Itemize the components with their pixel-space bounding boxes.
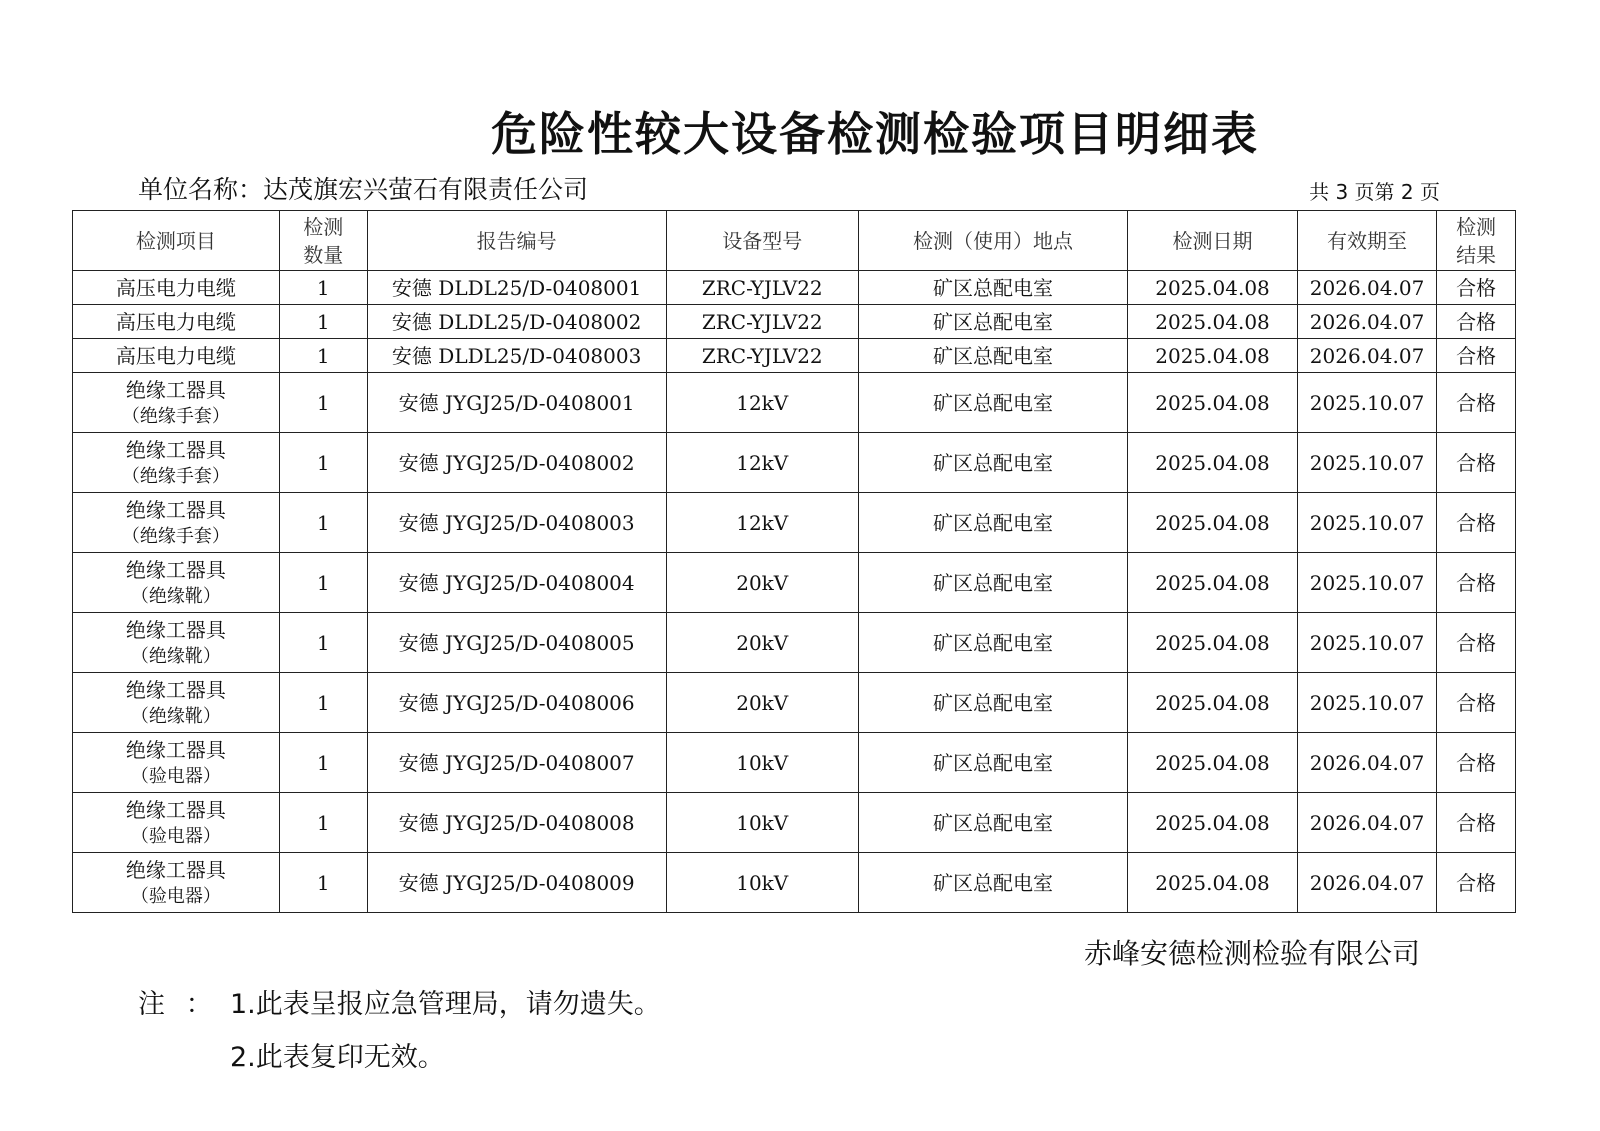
cell-date: 2025.04.08 bbox=[1128, 613, 1298, 673]
table-row bbox=[73, 613, 1516, 673]
cell-result: 合格 bbox=[1437, 493, 1516, 553]
cell-result: 合格 bbox=[1437, 793, 1516, 853]
cell-model: ZRC-YJLV22 bbox=[666, 305, 858, 339]
table-row bbox=[73, 673, 1516, 733]
cell-item bbox=[73, 853, 280, 913]
item-subtype: （验电器） bbox=[130, 885, 221, 907]
item-name: 绝缘工器具 bbox=[125, 437, 226, 462]
cell-item bbox=[73, 553, 280, 613]
cell-valid: 2025.10.07 bbox=[1297, 553, 1436, 613]
cell-item bbox=[73, 373, 280, 433]
cell-location: 矿区总配电室 bbox=[858, 733, 1127, 793]
cell-item bbox=[73, 339, 280, 373]
cell-report: 安德 JYGJ25/D-0408004 bbox=[367, 553, 666, 613]
cell-result: 合格 bbox=[1437, 339, 1516, 373]
cell-qty: 1 bbox=[279, 493, 367, 553]
cell-report: 安德 JYGJ25/D-0408002 bbox=[367, 433, 666, 493]
table-row bbox=[73, 793, 1516, 853]
header-model: 设备型号 bbox=[666, 211, 858, 271]
cell-model: 10kV bbox=[666, 733, 858, 793]
header-date: 检测日期 bbox=[1128, 211, 1298, 271]
cell-qty: 1 bbox=[279, 853, 367, 913]
cell-location: 矿区总配电室 bbox=[858, 433, 1127, 493]
cell-result: 合格 bbox=[1437, 733, 1516, 793]
cell-item bbox=[73, 271, 280, 305]
cell-result: 合格 bbox=[1437, 433, 1516, 493]
cell-qty: 1 bbox=[279, 373, 367, 433]
table-row bbox=[73, 271, 1516, 305]
cell-date: 2025.04.08 bbox=[1128, 271, 1298, 305]
item-subtype: （绝缘手套） bbox=[121, 405, 230, 427]
cell-date: 2025.04.08 bbox=[1128, 793, 1298, 853]
header-result: 检测 结果 bbox=[1437, 211, 1516, 271]
page-title: 危险性较大设备检测检验项目明细表 bbox=[491, 107, 1259, 161]
cell-qty: 1 bbox=[279, 673, 367, 733]
item-subtype: （绝缘靴） bbox=[130, 645, 221, 667]
cell-model: 10kV bbox=[666, 793, 858, 853]
cell-report: 安德 JYGJ25/D-0408005 bbox=[367, 613, 666, 673]
page-count: 共 3 页第 2 页 bbox=[1309, 180, 1440, 204]
cell-location: 矿区总配电室 bbox=[858, 793, 1127, 853]
cell-qty: 1 bbox=[279, 553, 367, 613]
cell-date: 2025.04.08 bbox=[1128, 853, 1298, 913]
cell-valid: 2026.04.07 bbox=[1297, 733, 1436, 793]
item-subtype: （绝缘靴） bbox=[130, 585, 221, 607]
inspection-table bbox=[72, 210, 1516, 913]
cell-location: 矿区总配电室 bbox=[858, 673, 1127, 733]
note-item: 2.此表复印无效。 bbox=[230, 1042, 445, 1073]
table-row bbox=[73, 433, 1516, 493]
cell-result: 合格 bbox=[1437, 553, 1516, 613]
cell-model: ZRC-YJLV22 bbox=[666, 271, 858, 305]
cell-date: 2025.04.08 bbox=[1128, 733, 1298, 793]
header-item: 检测项目 bbox=[73, 211, 280, 271]
cell-result: 合格 bbox=[1437, 305, 1516, 339]
table-row bbox=[73, 553, 1516, 613]
cell-report: 安德 DLDL25/D-0408001 bbox=[367, 271, 666, 305]
item-subtype: （绝缘手套） bbox=[121, 525, 230, 547]
table-row bbox=[73, 853, 1516, 913]
cell-date: 2025.04.08 bbox=[1128, 339, 1298, 373]
item-name: 高压电力电缆 bbox=[115, 275, 236, 300]
cell-valid: 2026.04.07 bbox=[1297, 853, 1436, 913]
cell-qty: 1 bbox=[279, 271, 367, 305]
cell-report: 安德 JYGJ25/D-0408007 bbox=[367, 733, 666, 793]
cell-valid: 2025.10.07 bbox=[1297, 433, 1436, 493]
item-name: 绝缘工器具 bbox=[125, 737, 226, 762]
cell-date: 2025.04.08 bbox=[1128, 493, 1298, 553]
unit-name: 单位名称：达茂旗宏兴萤石有限责任公司 bbox=[138, 175, 589, 204]
header-qty: 检测 数量 bbox=[279, 211, 367, 271]
cell-report: 安德 DLDL25/D-0408003 bbox=[367, 339, 666, 373]
cell-qty: 1 bbox=[279, 433, 367, 493]
item-subtype: （绝缘靴） bbox=[130, 705, 221, 727]
cell-valid: 2026.04.07 bbox=[1297, 271, 1436, 305]
cell-qty: 1 bbox=[279, 793, 367, 853]
header-report: 报告编号 bbox=[367, 211, 666, 271]
cell-model: ZRC-YJLV22 bbox=[666, 339, 858, 373]
header-location: 检测（使用）地点 bbox=[858, 211, 1127, 271]
note-label: 注 ： bbox=[138, 989, 219, 1020]
item-name: 绝缘工器具 bbox=[125, 377, 226, 402]
cell-report: 安德 JYGJ25/D-0408008 bbox=[367, 793, 666, 853]
cell-valid: 2026.04.07 bbox=[1297, 793, 1436, 853]
table-row bbox=[73, 339, 1516, 373]
cell-valid: 2025.10.07 bbox=[1297, 673, 1436, 733]
cell-qty: 1 bbox=[279, 339, 367, 373]
cell-model: 12kV bbox=[666, 493, 858, 553]
item-subtype: （验电器） bbox=[130, 825, 221, 847]
cell-valid: 2025.10.07 bbox=[1297, 493, 1436, 553]
cell-item bbox=[73, 305, 280, 339]
cell-report: 安德 DLDL25/D-0408002 bbox=[367, 305, 666, 339]
table-row bbox=[73, 733, 1516, 793]
cell-qty: 1 bbox=[279, 733, 367, 793]
table-row bbox=[73, 305, 1516, 339]
cell-item bbox=[73, 733, 280, 793]
cell-location: 矿区总配电室 bbox=[858, 613, 1127, 673]
item-name: 绝缘工器具 bbox=[125, 797, 226, 822]
cell-date: 2025.04.08 bbox=[1128, 433, 1298, 493]
cell-qty: 1 bbox=[279, 613, 367, 673]
cell-report: 安德 JYGJ25/D-0408001 bbox=[367, 373, 666, 433]
cell-valid: 2025.10.07 bbox=[1297, 613, 1436, 673]
cell-model: 12kV bbox=[666, 433, 858, 493]
cell-item bbox=[73, 613, 280, 673]
cell-report: 安德 JYGJ25/D-0408006 bbox=[367, 673, 666, 733]
cell-result: 合格 bbox=[1437, 673, 1516, 733]
note-item: 1.此表呈报应急管理局，请勿遗失。 bbox=[230, 989, 661, 1020]
cell-result: 合格 bbox=[1437, 373, 1516, 433]
cell-location: 矿区总配电室 bbox=[858, 373, 1127, 433]
cell-qty: 1 bbox=[279, 305, 367, 339]
cell-result: 合格 bbox=[1437, 853, 1516, 913]
cell-valid: 2026.04.07 bbox=[1297, 339, 1436, 373]
cell-model: 12kV bbox=[666, 373, 858, 433]
cell-location: 矿区总配电室 bbox=[858, 271, 1127, 305]
cell-result: 合格 bbox=[1437, 271, 1516, 305]
item-name: 绝缘工器具 bbox=[125, 617, 226, 642]
item-name: 高压电力电缆 bbox=[115, 309, 236, 334]
cell-item bbox=[73, 793, 280, 853]
cell-location: 矿区总配电室 bbox=[858, 853, 1127, 913]
cell-model: 20kV bbox=[666, 673, 858, 733]
cell-item bbox=[73, 493, 280, 553]
cell-date: 2025.04.08 bbox=[1128, 553, 1298, 613]
cell-model: 20kV bbox=[666, 613, 858, 673]
cell-date: 2025.04.08 bbox=[1128, 305, 1298, 339]
cell-location: 矿区总配电室 bbox=[858, 553, 1127, 613]
item-subtype: （绝缘手套） bbox=[121, 465, 230, 487]
table-row bbox=[73, 373, 1516, 433]
issuer-company: 赤峰安德检测检验有限公司 bbox=[1083, 937, 1420, 970]
cell-result: 合格 bbox=[1437, 613, 1516, 673]
item-name: 绝缘工器具 bbox=[125, 557, 226, 582]
header-valid: 有效期至 bbox=[1297, 211, 1436, 271]
cell-model: 20kV bbox=[666, 553, 858, 613]
item-name: 高压电力电缆 bbox=[115, 343, 236, 368]
cell-location: 矿区总配电室 bbox=[858, 493, 1127, 553]
cell-valid: 2025.10.07 bbox=[1297, 373, 1436, 433]
cell-valid: 2026.04.07 bbox=[1297, 305, 1436, 339]
item-subtype: （验电器） bbox=[130, 765, 221, 787]
cell-model: 10kV bbox=[666, 853, 858, 913]
cell-item bbox=[73, 673, 280, 733]
cell-date: 2025.04.08 bbox=[1128, 373, 1298, 433]
cell-report: 安德 JYGJ25/D-0408009 bbox=[367, 853, 666, 913]
cell-location: 矿区总配电室 bbox=[858, 305, 1127, 339]
cell-location: 矿区总配电室 bbox=[858, 339, 1127, 373]
item-name: 绝缘工器具 bbox=[125, 497, 226, 522]
cell-report: 安德 JYGJ25/D-0408003 bbox=[367, 493, 666, 553]
cell-date: 2025.04.08 bbox=[1128, 673, 1298, 733]
table-row bbox=[73, 493, 1516, 553]
cell-item bbox=[73, 433, 280, 493]
table-header-row bbox=[73, 211, 1516, 271]
item-name: 绝缘工器具 bbox=[125, 857, 226, 882]
item-name: 绝缘工器具 bbox=[125, 677, 226, 702]
